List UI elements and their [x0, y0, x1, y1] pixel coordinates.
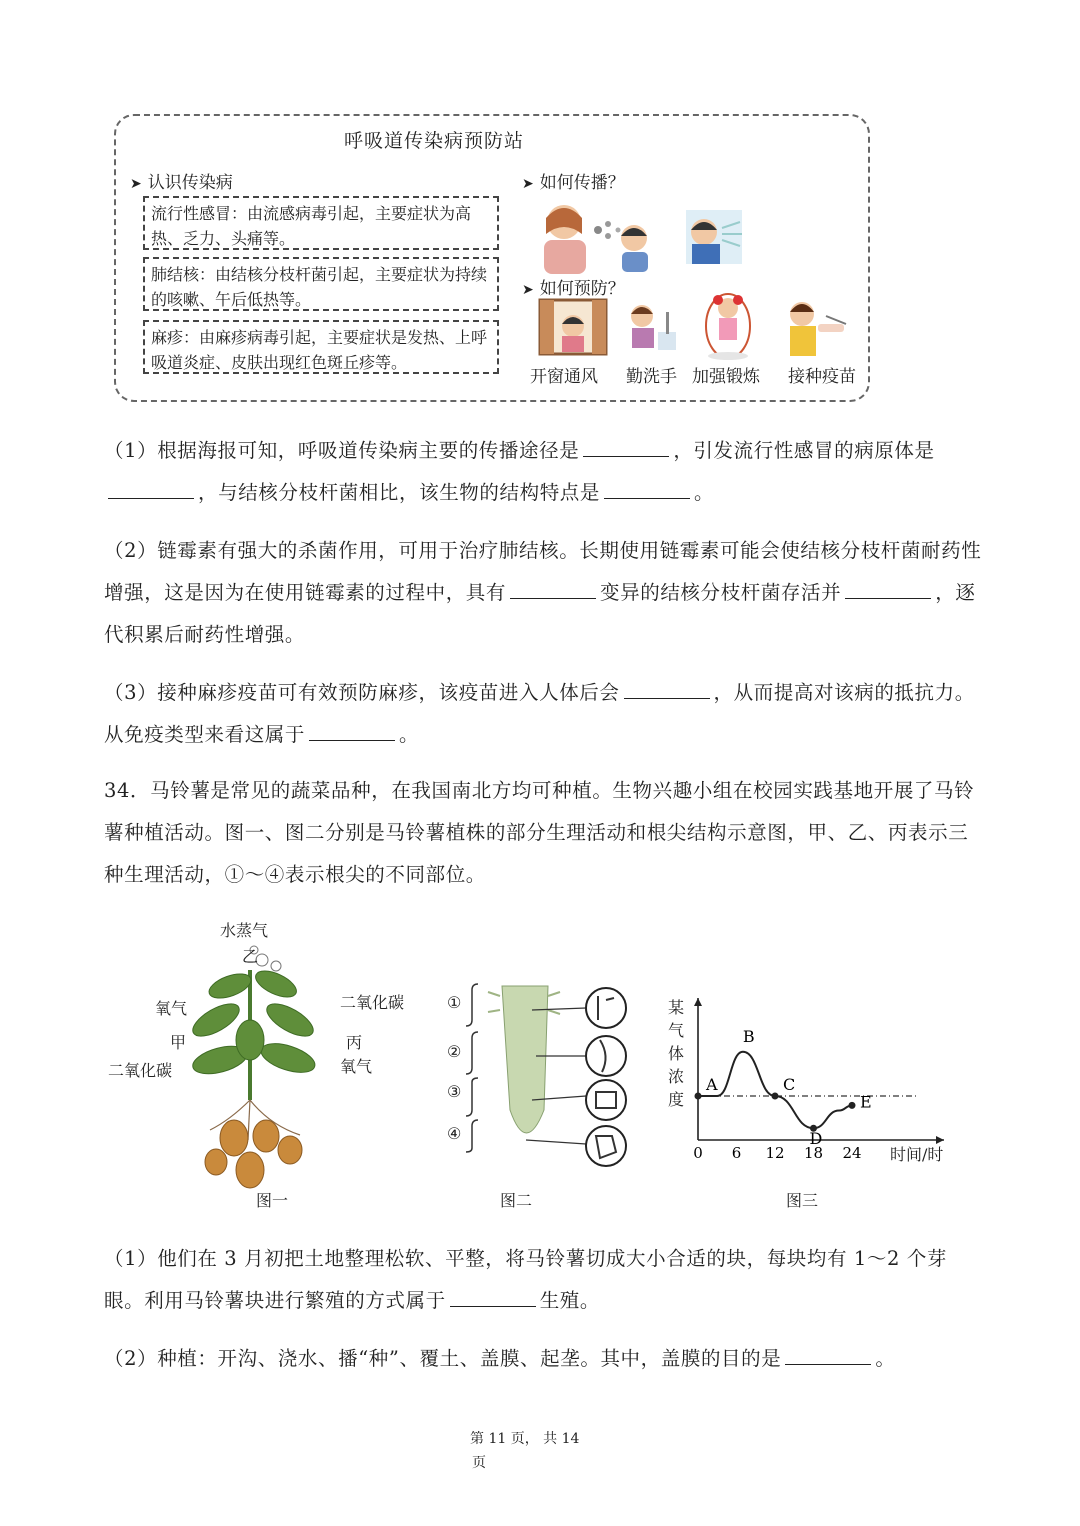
caption-open-window: 开窗通风: [530, 367, 598, 387]
marker-2: ②: [447, 1042, 462, 1061]
caption-exercise: 加强锻炼: [692, 367, 760, 387]
q34-stem: 34．马铃薯是常见的蔬菜品种，在我国南北方均可种植。生物兴趣小组在校园实践基地开展了马铃薯种植活动。图一、图二分别是马铃薯植株的部分生理活动和根尖结构示意图，甲、乙、丙表示三种生理活动，①～④表示根尖的不同部位。: [104, 779, 975, 886]
answer-blank[interactable]: [450, 1288, 536, 1307]
point-marker: [695, 1093, 702, 1100]
x-tick-label: 0: [693, 1144, 703, 1162]
marker-3: ③: [447, 1082, 462, 1101]
label-oxygen-left: 氧气: [155, 999, 188, 1018]
answer-blank[interactable]: [510, 580, 596, 599]
caption-wash-hands: 勤洗手: [626, 367, 677, 387]
point-marker: [772, 1093, 779, 1100]
handwashing-illustration: [631, 305, 676, 350]
answer-blank[interactable]: [624, 680, 710, 699]
q34-part1: （1）他们在 3 月初把土地整理松软、平整，将马铃薯切成大小合适的块，每块均有 1～2 个芽眼。利用马铃薯块进行繁殖的方式属于 生殖。: [104, 1247, 948, 1312]
x-tick-label: 24: [842, 1144, 862, 1162]
disease-measles: 麻疹：由麻疹病毒引起，主要症状是发热、上呼吸道炎症、皮肤出现红色斑丘疹等。: [143, 320, 499, 374]
x-tick-label: 12: [765, 1144, 785, 1162]
point-label-d: D: [809, 1129, 823, 1149]
label-co2-right: 二氧化碳: [340, 993, 405, 1012]
chart-ylabel: 某气体浓度: [668, 998, 685, 1109]
disease-tb: 肺结核：由结核分枝杆菌引起，主要症状为持续的咳嗽、午后低热等。: [143, 257, 499, 311]
page-number-suffix: 页: [472, 1455, 486, 1471]
point-label-b: B: [742, 1026, 755, 1046]
prevent-header: ➤ 如何预防？: [522, 279, 625, 299]
chart-ticks: [693, 1144, 861, 1162]
vaccination-illustration: [790, 302, 846, 356]
recognize-header: ➤ 认识传染病: [130, 173, 233, 193]
label-oxygen-right: 氧气: [340, 1057, 373, 1076]
label-yi: 乙: [242, 947, 259, 966]
sneezing-boy-illustration: [686, 210, 742, 264]
label-water-vapor: 水蒸气: [220, 921, 269, 940]
arrow-icon: ➤: [130, 176, 142, 192]
answer-blank[interactable]: [583, 438, 669, 457]
spread-header: ➤ 如何传播？: [522, 173, 625, 193]
q33-part1: （1）根据海报可知，呼吸道传染病主要的传播途径是 ，引发流行性感冒的病原体是，与结核分枝杆菌相比，该生物的结构特点是 。: [104, 439, 935, 504]
point-label-e: E: [860, 1092, 872, 1112]
arrow-icon: ➤: [522, 176, 534, 192]
label-bing: 丙: [346, 1033, 363, 1052]
coughing-people-illustration: [544, 205, 648, 274]
fig2-root-tip: [440, 980, 640, 1180]
marker-1: ①: [447, 993, 462, 1012]
answer-blank[interactable]: [845, 580, 931, 599]
prevention-poster: [114, 114, 870, 402]
arrow-icon: ➤: [522, 282, 534, 298]
page-number: 第 11 页， 共 14: [470, 1431, 580, 1447]
fig2-caption: 图二: [500, 1191, 533, 1210]
disease-flu: 流行性感冒：由流感病毒引起，主要症状为高热、乏力、头痛等。: [143, 196, 499, 250]
chart-point-labels: [695, 1027, 872, 1148]
q33-part2: （2）链霉素有强大的杀菌作用，可用于治疗肺结核。长期使用链霉素可能会使结核分枝杆菌耐药性增强，这是因为在使用链霉素的过程中，具有 变异的结核分枝杆菌存活并 ，逐代积累后耐药性增强。: [104, 539, 982, 646]
marker-4: ④: [447, 1124, 462, 1143]
gas-concentration-line: [698, 1052, 852, 1128]
answer-blank[interactable]: [108, 480, 194, 499]
x-tick-label: 6: [731, 1144, 742, 1162]
q34-part2: （2）种植：开沟、浇水、播“种”、覆土、盖膜、起垄。其中，盖膜的目的是 。: [104, 1347, 896, 1370]
point-label-c: C: [783, 1075, 796, 1094]
open-window-illustration: [540, 300, 606, 354]
y-axis-arrow: [694, 998, 702, 1006]
label-co2-left: 二氧化碳: [108, 1061, 173, 1080]
point-marker: [849, 1102, 856, 1109]
chart-series: [698, 1052, 852, 1128]
fig3-caption: 图三: [786, 1191, 819, 1210]
answer-blank[interactable]: [309, 722, 395, 741]
poster-title: 呼吸道传染病预防站: [344, 130, 525, 152]
poster-illustrations: [536, 200, 856, 360]
q33-part3: （3）接种麻疹疫苗可有效预防麻疹，该疫苗进入人体后会 ，从而提高对该病的抵抗力。从免疫类型来看这属于 。: [104, 681, 975, 746]
x-tick-label: 18: [803, 1144, 824, 1162]
caption-vaccinate: 接种疫苗: [788, 367, 856, 387]
chart-xlabel: 时间/时: [890, 1145, 944, 1164]
answer-blank[interactable]: [604, 480, 690, 499]
fig1-caption: 图一: [256, 1191, 289, 1210]
point-label-a: A: [706, 1075, 718, 1094]
label-jia: 甲: [170, 1033, 187, 1052]
answer-blank[interactable]: [785, 1346, 871, 1365]
jumping-rope-illustration: [706, 294, 750, 360]
